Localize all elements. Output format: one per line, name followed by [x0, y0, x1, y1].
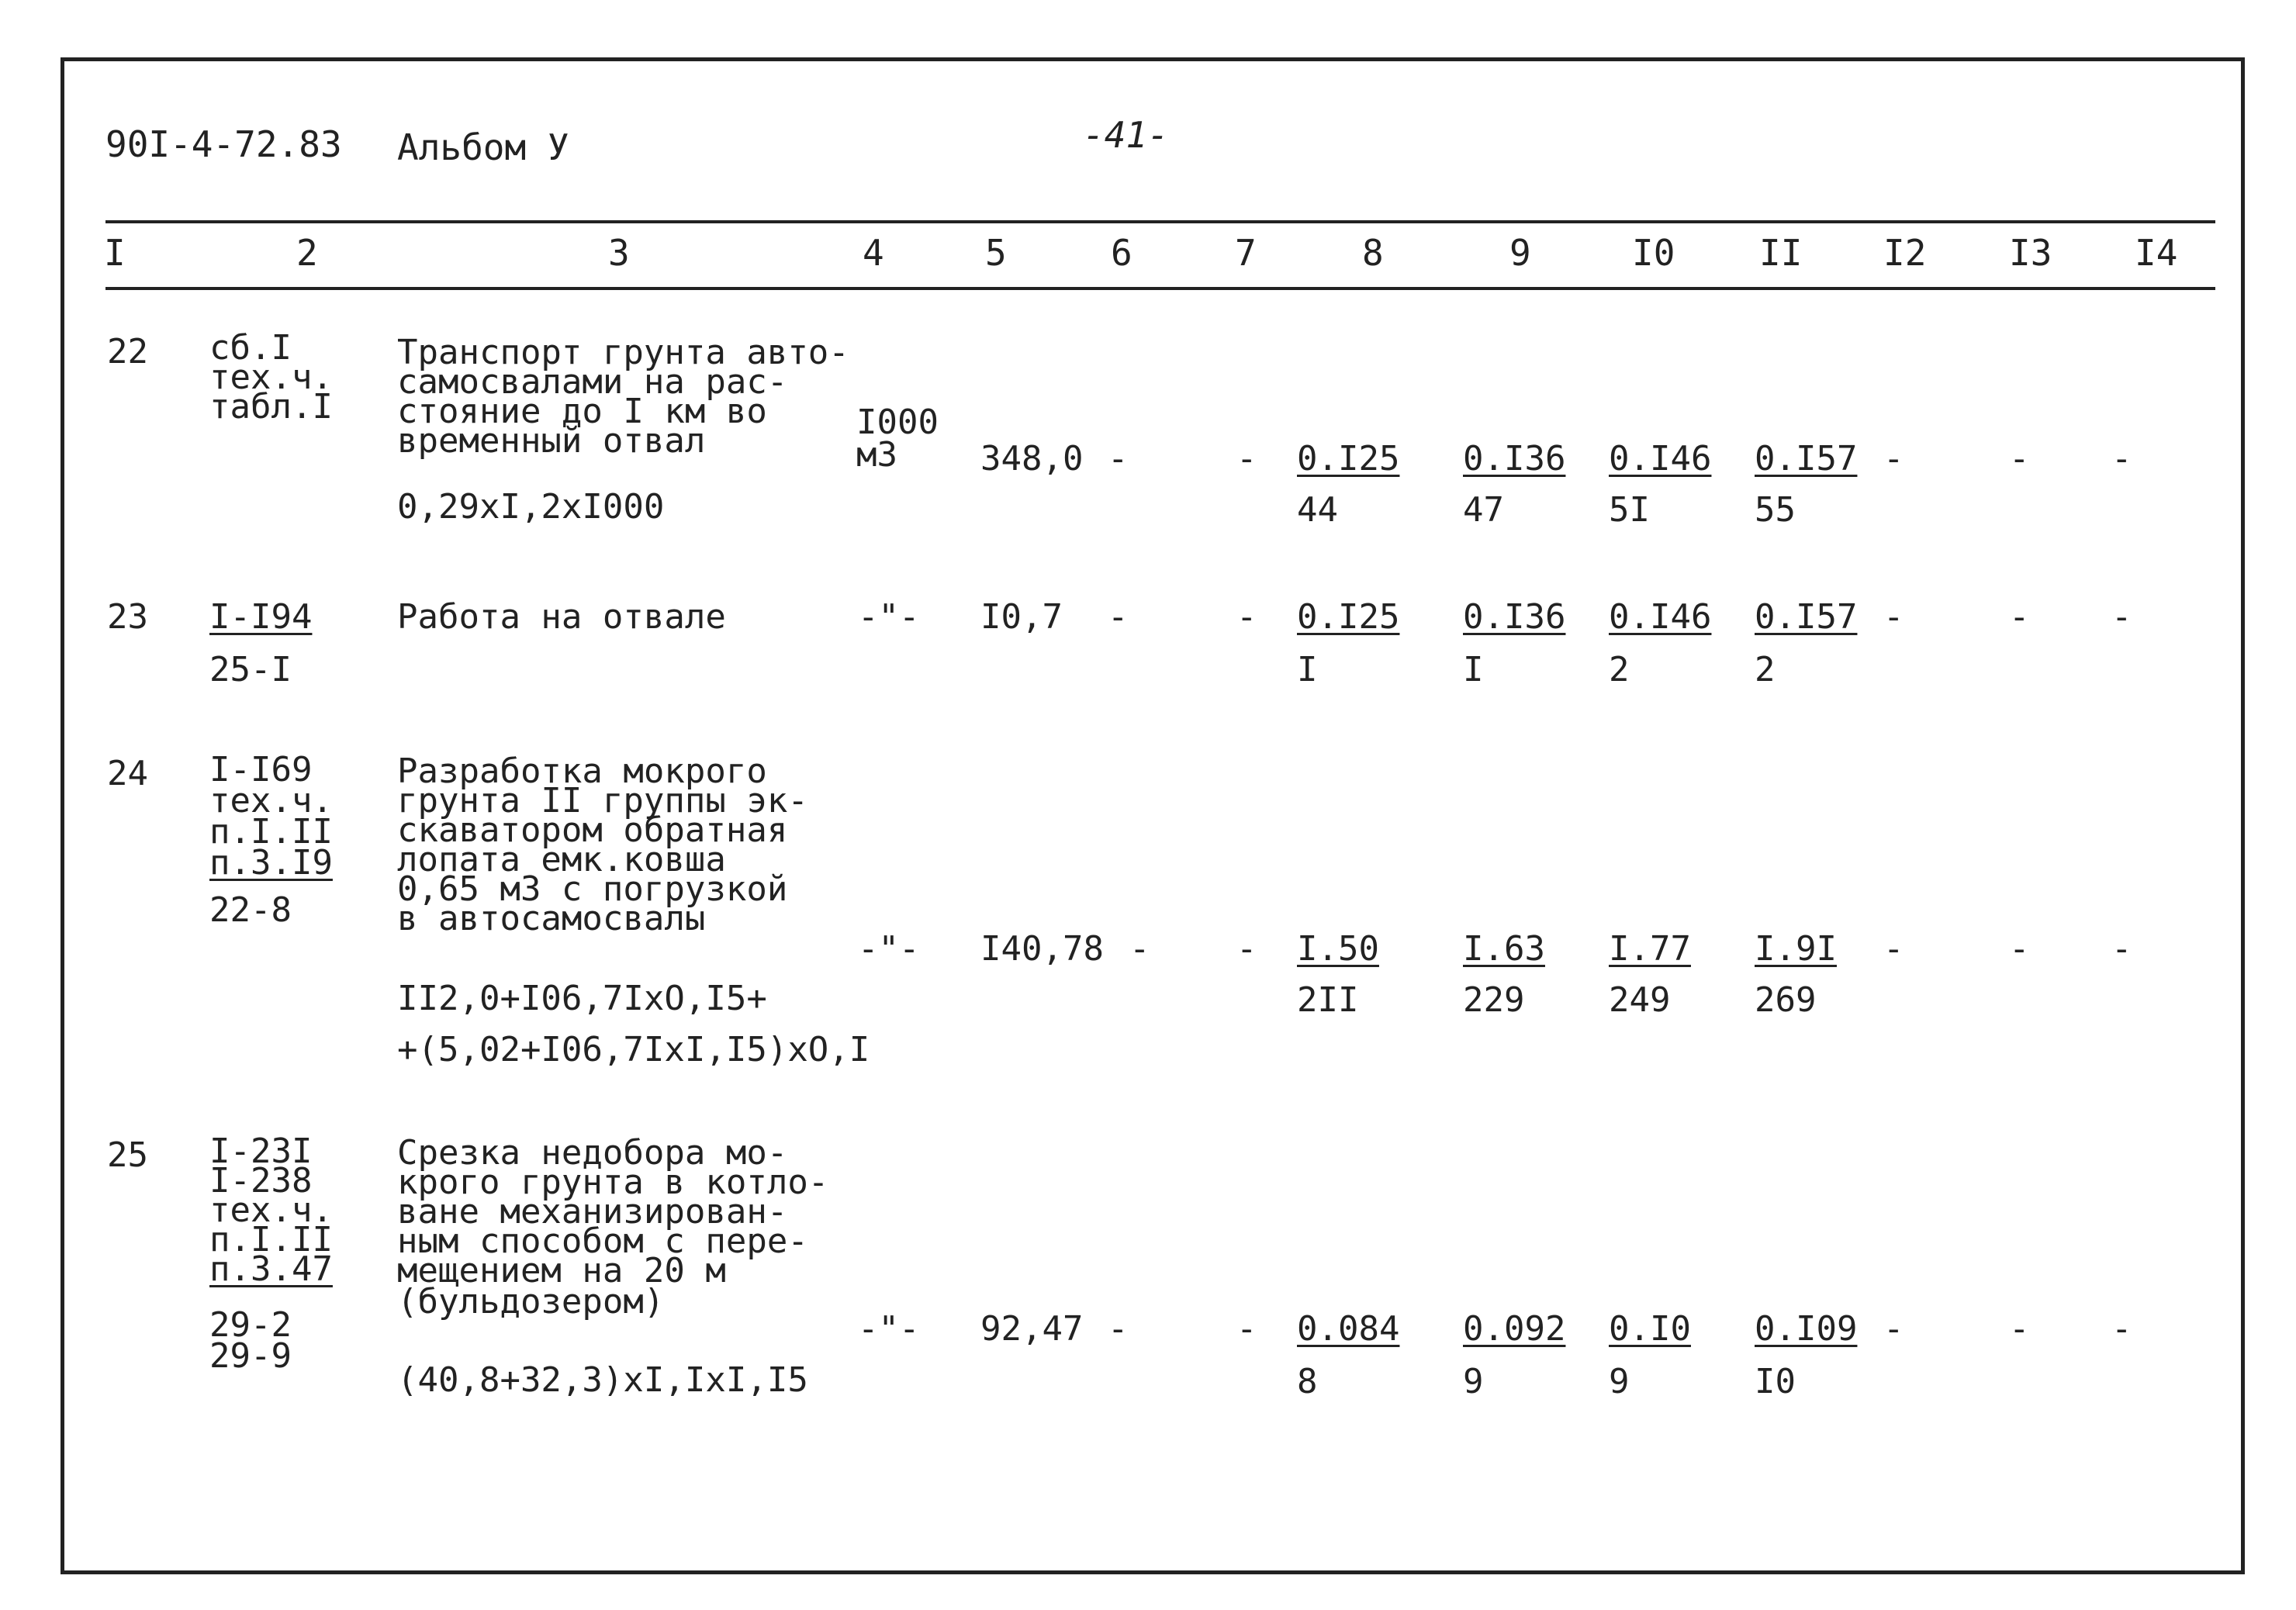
row-description: Транспорт грунта авто- — [397, 333, 849, 372]
row-col11-top: I.9I — [1755, 929, 1837, 969]
row-col11-top: 0.I09 — [1755, 1309, 1858, 1349]
row-quantity: 92,47 — [980, 1309, 1084, 1349]
row-ref: I-23I — [209, 1131, 313, 1171]
row-description: Работа на отвале — [397, 597, 726, 637]
row-col14: - — [2111, 597, 2132, 637]
row-unit: -"- — [858, 597, 920, 637]
row-col7: - — [1236, 1309, 1257, 1349]
row-col9-top: I.63 — [1463, 929, 1545, 969]
row-col13: - — [2009, 1309, 2030, 1349]
row-col8-top: 0.I25 — [1297, 439, 1400, 479]
row-col9-top: 0.I36 — [1463, 439, 1566, 479]
row-description: (бульдозером) — [397, 1282, 665, 1322]
row-col12: - — [1883, 597, 1904, 637]
row-col11-bottom: 269 — [1755, 980, 1817, 1020]
row-col6: - — [1108, 597, 1129, 637]
row-col14: - — [2111, 929, 2132, 969]
row-col10-top: 0.I0 — [1609, 1309, 1691, 1349]
row-col7: - — [1236, 439, 1257, 479]
row-col10-top: 0.I46 — [1609, 439, 1712, 479]
row-number: 22 — [107, 332, 148, 371]
header-rule-bottom — [105, 287, 2215, 290]
col-header-9: 9 — [1509, 232, 1531, 274]
col-header-11: II — [1759, 232, 1803, 274]
row-col9-top: 0.I36 — [1463, 597, 1566, 637]
row-number: 24 — [107, 754, 148, 793]
row-col8-top: 0.I25 — [1297, 597, 1400, 637]
row-col11-bottom: I0 — [1755, 1362, 1796, 1401]
album-label: Альбом У — [397, 126, 569, 168]
col-header-12: I2 — [1883, 232, 1927, 274]
row-col12: - — [1883, 929, 1904, 969]
row-col9-top: 0.092 — [1463, 1309, 1566, 1349]
row-description: ване механизирован- — [397, 1192, 788, 1232]
row-ref: I-I94 — [209, 597, 313, 637]
row-col8-bottom: I — [1297, 650, 1318, 689]
page-number: -41- — [1083, 114, 1169, 156]
row-col8-top: 0.084 — [1297, 1309, 1400, 1349]
doc-code: 90I-4-72.83 — [105, 123, 342, 165]
row-description: самосвалами на рас- — [397, 362, 788, 402]
row-description: временный отвал — [397, 421, 706, 461]
row-ref-under: 25-I — [209, 650, 292, 689]
row-unit: -"- — [858, 929, 920, 969]
header-rule-top — [105, 220, 2215, 223]
row-col8-bottom: 44 — [1297, 490, 1338, 530]
row-col10-bottom: 9 — [1609, 1362, 1630, 1401]
row-col10-top: 0.I46 — [1609, 597, 1712, 637]
row-col12: - — [1883, 439, 1904, 479]
row-col13: - — [2009, 439, 2030, 479]
row-number: 23 — [107, 597, 148, 637]
row-col9-bottom: 9 — [1463, 1362, 1484, 1401]
row-ref: п.I.II — [209, 812, 333, 852]
row-col11-bottom: 55 — [1755, 490, 1796, 530]
row-description: 0,65 м3 с погрузкой — [397, 869, 788, 909]
row-ref: I-238 — [209, 1161, 313, 1201]
row-formula: (40,8+32,3)xI,IxI,I5 — [397, 1360, 808, 1400]
row-description: ным способом с пере- — [397, 1221, 808, 1261]
row-formula: II2,0+I06,7IxO,I5+ — [397, 979, 767, 1018]
row-quantity: I40,78 — [980, 929, 1104, 969]
page-frame — [61, 57, 2245, 1574]
row-formula: 0,29xI,2xI000 — [397, 487, 665, 527]
col-header-6: 6 — [1111, 232, 1132, 274]
row-ref-under: 22-8 — [209, 890, 292, 930]
row-unit: I000 — [856, 402, 939, 442]
row-col9-bottom: 229 — [1463, 980, 1525, 1020]
row-description: крого грунта в котло- — [397, 1163, 829, 1202]
row-ref: I-I69 — [209, 750, 313, 789]
row-col10-top: I.77 — [1609, 929, 1691, 969]
row-description: лопата емк.ковша — [397, 840, 726, 879]
row-col10-bottom: 2 — [1609, 650, 1630, 689]
row-col14: - — [2111, 439, 2132, 479]
row-description: грунта II группы эк- — [397, 781, 808, 821]
row-ref-under: 29-2 — [209, 1305, 292, 1345]
col-header-5: 5 — [985, 232, 1007, 274]
row-number: 25 — [107, 1135, 148, 1175]
row-col6: - — [1108, 1309, 1129, 1349]
row-description: мещением на 20 м — [397, 1251, 726, 1290]
row-quantity: 348,0 — [980, 439, 1084, 479]
row-col9-bottom: 47 — [1463, 490, 1504, 530]
row-col8-bottom: 8 — [1297, 1362, 1318, 1401]
col-header-4: 4 — [863, 232, 884, 274]
row-ref: п.3.47 — [209, 1249, 333, 1289]
row-description: Разработка мокрого — [397, 751, 767, 791]
col-header-2: 2 — [296, 232, 318, 274]
row-ref: п.3.I9 — [209, 843, 333, 883]
row-quantity: I0,7 — [980, 597, 1063, 637]
row-unit: -"- — [858, 1309, 920, 1349]
row-col6: - — [1129, 929, 1150, 969]
row-col10-bottom: 249 — [1609, 980, 1671, 1020]
row-col12: - — [1883, 1309, 1904, 1349]
row-ref-under: 29-9 — [209, 1336, 292, 1376]
row-col7: - — [1236, 929, 1257, 969]
row-description: стояние до I км во — [397, 392, 767, 431]
row-unit: м3 — [856, 435, 897, 475]
row-ref: тех.ч. — [209, 1190, 333, 1230]
row-col9-bottom: I — [1463, 650, 1484, 689]
col-header-1: I — [104, 232, 126, 274]
row-description: в автосамосвалы — [397, 899, 706, 938]
row-col14: - — [2111, 1309, 2132, 1349]
row-col11-top: 0.I57 — [1755, 439, 1858, 479]
row-col8-bottom: 2II — [1297, 980, 1359, 1020]
row-ref: тех.ч. — [209, 781, 333, 821]
row-ref: табл.I — [209, 387, 333, 427]
col-header-3: 3 — [608, 232, 630, 274]
row-description: Срезка недобора мо- — [397, 1133, 788, 1173]
row-col13: - — [2009, 929, 2030, 969]
row-col10-bottom: 5I — [1609, 490, 1650, 530]
col-header-8: 8 — [1362, 232, 1384, 274]
row-ref: тех.ч. — [209, 358, 333, 397]
row-col7: - — [1236, 597, 1257, 637]
row-ref: п.I.II — [209, 1220, 333, 1259]
row-col8-top: I.50 — [1297, 929, 1379, 969]
row-col11-bottom: 2 — [1755, 650, 1776, 689]
col-header-14: I4 — [2135, 232, 2178, 274]
row-col13: - — [2009, 597, 2030, 637]
row-ref: сб.I — [209, 328, 292, 368]
col-header-7: 7 — [1235, 232, 1257, 274]
row-description: скаватором обратная — [397, 810, 788, 850]
col-header-10: I0 — [1632, 232, 1675, 274]
row-formula: +(5,02+I06,7IxI,I5)xO,I — [397, 1030, 870, 1069]
row-col11-top: 0.I57 — [1755, 597, 1858, 637]
col-header-13: I3 — [2009, 232, 2052, 274]
row-col6: - — [1108, 439, 1129, 479]
